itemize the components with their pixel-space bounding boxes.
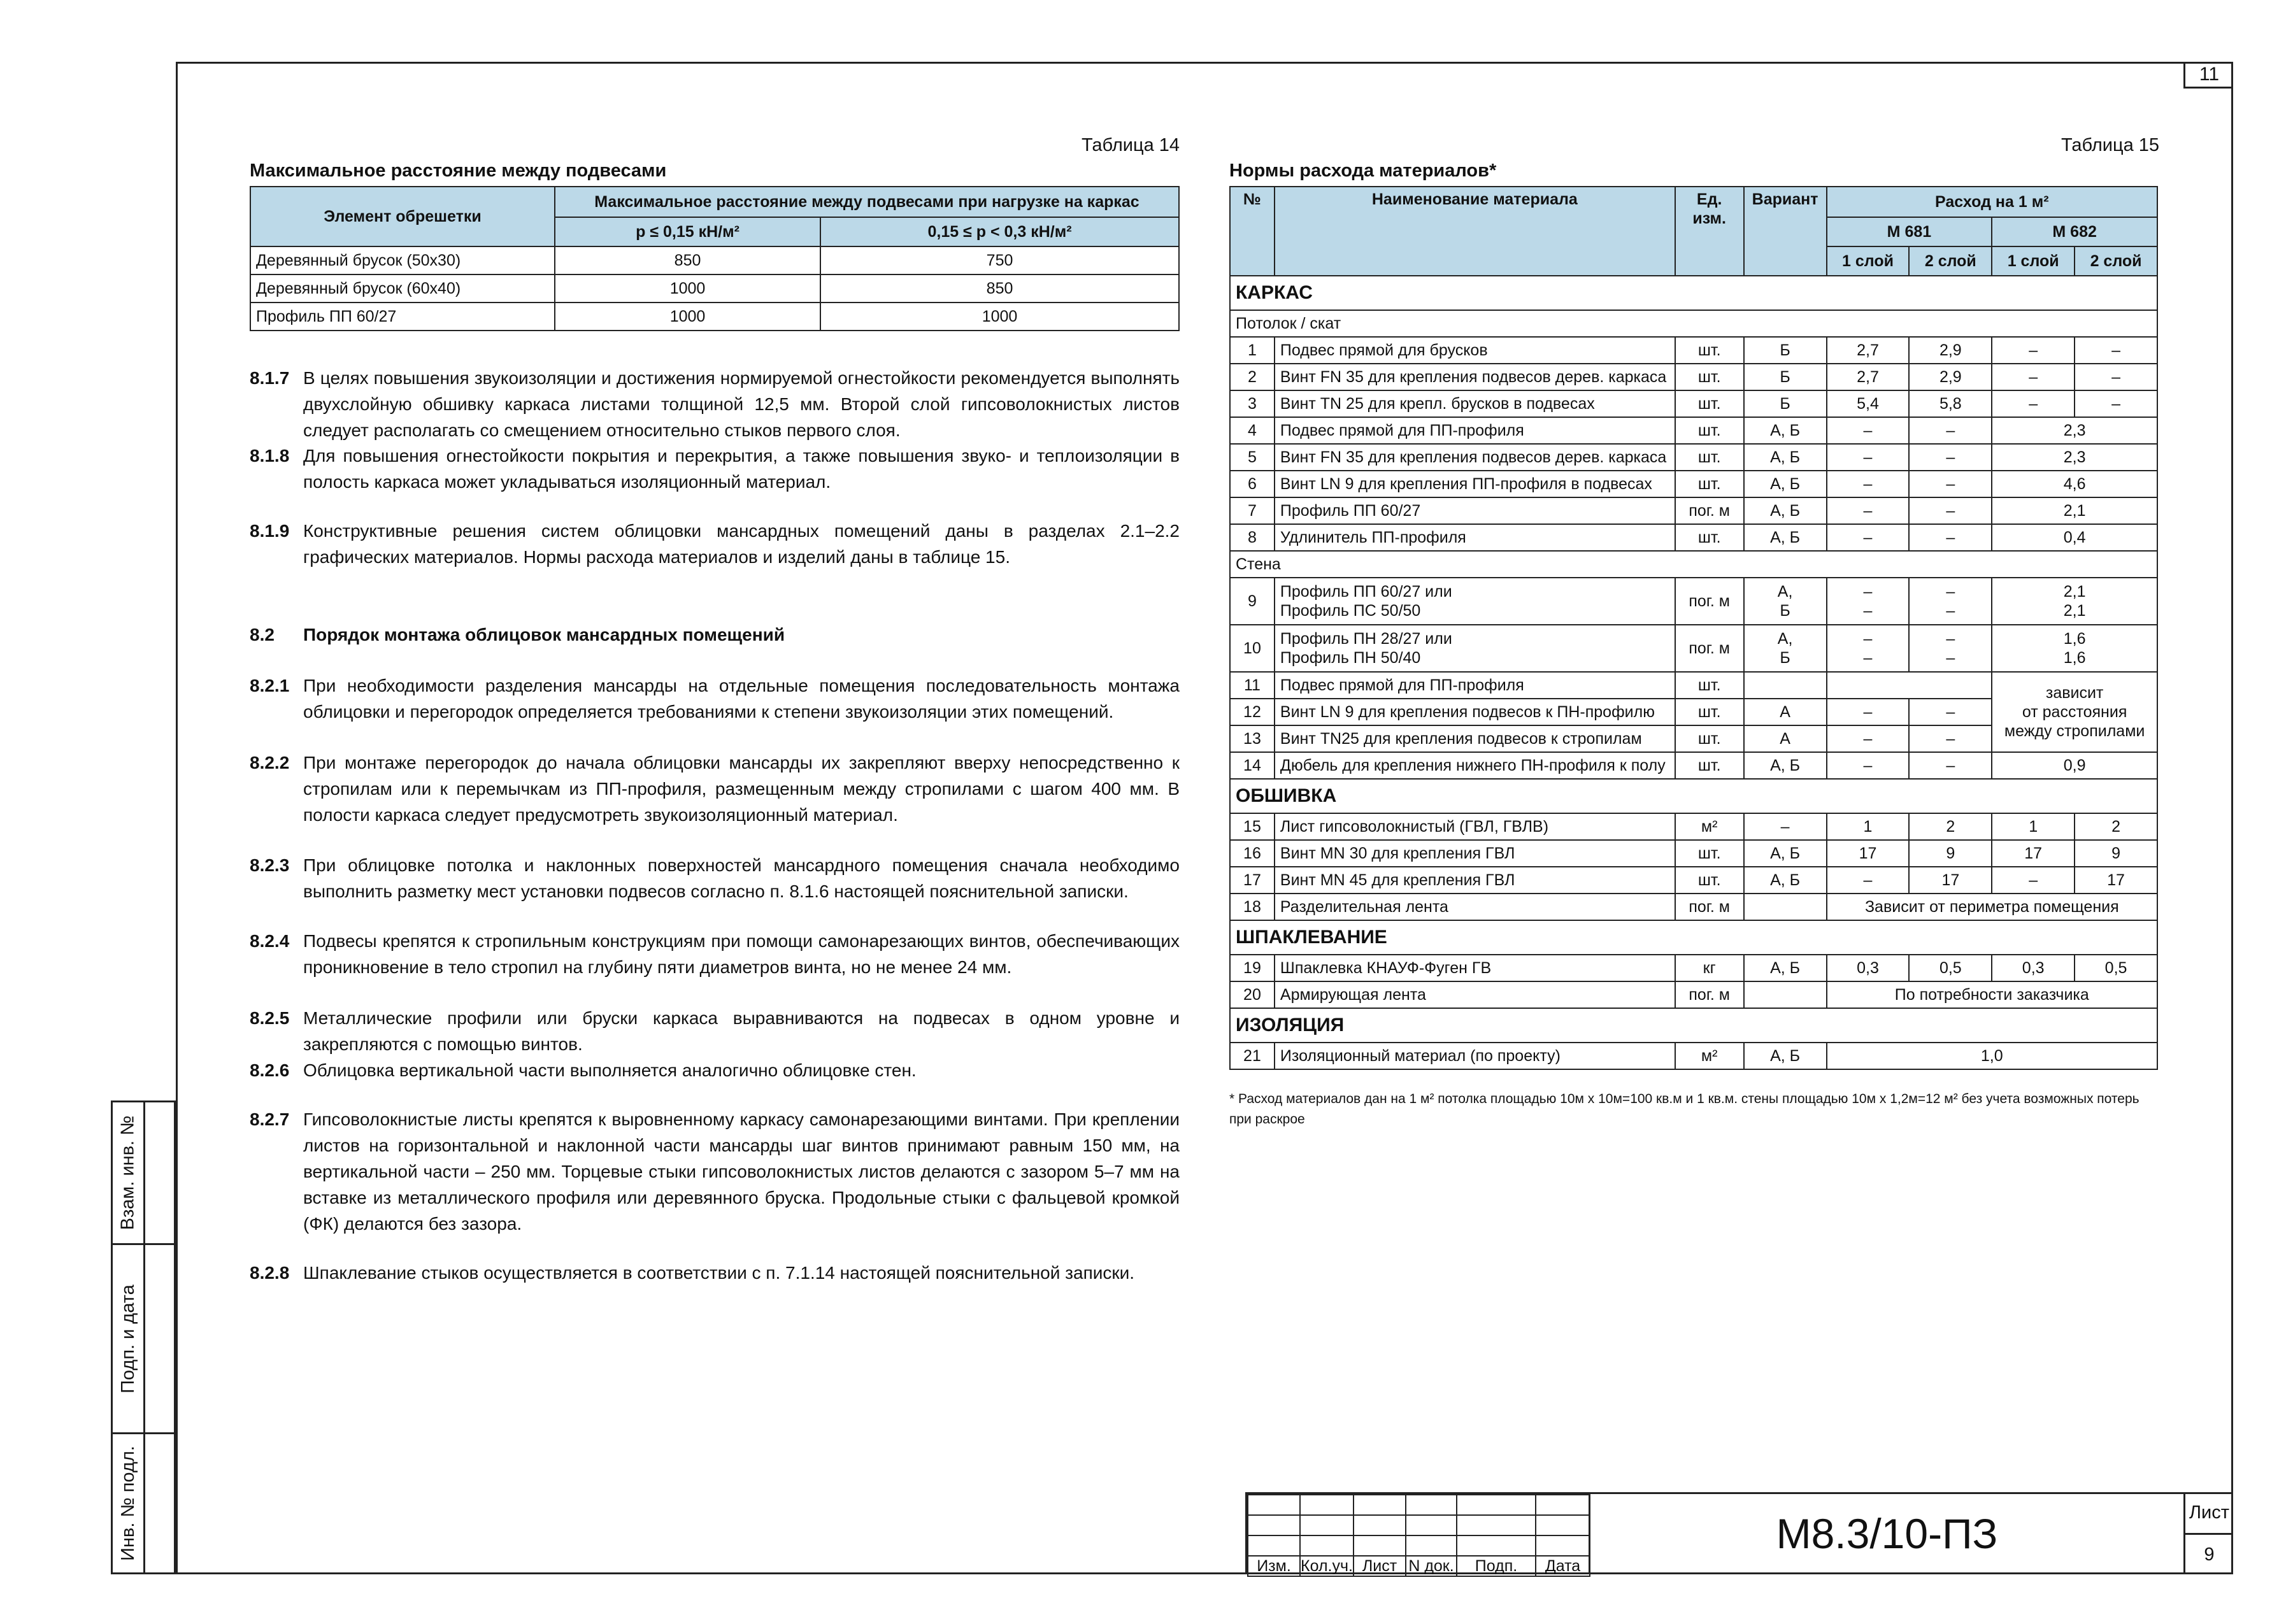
cell: А, Б: [1744, 497, 1827, 524]
cell: Деревянный брусок (50х30): [250, 246, 555, 274]
cell: шт.: [1675, 524, 1744, 551]
table15-head-layer2: 2 слой: [1909, 246, 1992, 276]
title-block-label: Кол.уч.: [1301, 1557, 1353, 1575]
cell: шт.: [1675, 840, 1744, 867]
cell: [1744, 672, 1827, 699]
cell: [1992, 625, 2157, 672]
paragraph-number: 8.2.2: [250, 753, 290, 773]
title-block-label: Дата: [1536, 1556, 1590, 1576]
paragraph-text: При облицовке потолка и наклонных поверхностей мансардного помещения сначала необходимо выполнить разметку мест установки подвесов согласно п. 8.1.6 настоящей пояснительной записки.: [303, 855, 1180, 901]
cell: –: [1827, 417, 1910, 444]
paragraph-text: Гипсоволокнистые листы крепятся к выровненному каркасу самонарезающими винтами. При креплении листов на горизонтальной и наклонной части мансарды шаг винтов принимают равным 150 мм, на вертикальной части – 250 мм. Торцевые стыки гипсоволокнистых листов делаются с зазором 5–7 мм на вставке из металлического профиля или деревянного бруска. Продольные стыки с фальцевой кромкой (ФК) делаются без зазора.: [303, 1109, 1180, 1234]
table15-title: Нормы расхода материалов*: [1229, 160, 1497, 181]
cell: Винт LN 9 для крепления подвесов к ПН-профилю: [1275, 699, 1675, 725]
paragraph-8-1-9: [250, 518, 1180, 570]
cell: 5: [1230, 444, 1275, 471]
paragraph-text: Шпаклевание стыков осуществляется в соответствии с п. 7.1.14 настоящей пояснительной записки.: [303, 1263, 1135, 1283]
cell: –: [1992, 337, 2075, 364]
cell: –: [1744, 813, 1827, 840]
cell-line: –: [1863, 649, 1873, 667]
paragraph-number: 8.2.4: [250, 931, 290, 951]
title-block-label: Изм.: [1248, 1556, 1300, 1576]
cell-line: А,: [1777, 583, 1793, 601]
cell: А, Б: [1744, 955, 1827, 981]
table-row: [1230, 752, 2157, 779]
cell: –: [1827, 444, 1910, 471]
cell: 2: [2075, 813, 2157, 840]
cell: 3: [1230, 390, 1275, 417]
cell: Подвес прямой для брусков: [1275, 337, 1675, 364]
cell: шт.: [1675, 390, 1744, 417]
cell: [1744, 625, 1827, 672]
paragraph-text: Облицовка вертикальной части выполняется аналогично облицовке стен.: [303, 1060, 917, 1080]
paragraph-number: 8.2: [250, 625, 275, 645]
subsection-potolok: Потолок / скат: [1230, 310, 2157, 337]
side-field-replacement: [111, 1100, 176, 1245]
cell: Винт LN 9 для крепления ПП-профиля в подвесах: [1275, 471, 1675, 497]
cell: 4,6: [1992, 471, 2157, 497]
side-label: Инв. № подл.: [117, 1446, 138, 1561]
cell-line: Профиль ПН 50/40: [1280, 649, 1421, 667]
section-heading-8-2: [250, 622, 1180, 648]
cell: шт.: [1675, 471, 1744, 497]
section-karkas: КАРКАС: [1230, 276, 2157, 310]
cell: Изоляционный материал (по проекту): [1275, 1043, 1675, 1069]
title-block-label: N док.: [1406, 1556, 1457, 1576]
cell: 17: [2075, 867, 2157, 894]
cell: 0,3: [1827, 955, 1910, 981]
paragraph-text: В целях повышения звукоизоляции и достижения нормируемой огнестойкости рекомендуется выполнять двухслойную обшивку каркаса листами толщиной 12,5 мм. Второй слой гипсоволокнистых листов следует располагать со смещением относительно стыков первого слоя.: [303, 368, 1180, 440]
cell: 5,4: [1827, 390, 1910, 417]
cell: 2,7: [1827, 364, 1910, 390]
cell: шт.: [1675, 417, 1744, 444]
cell: Подвес прямой для ПП-профиля: [1275, 672, 1675, 699]
title-block-label: Лист: [1354, 1556, 1406, 1576]
cell: пог. м: [1675, 625, 1744, 672]
cell: шт.: [1675, 444, 1744, 471]
cell: шт.: [1675, 337, 1744, 364]
cell: 14: [1230, 752, 1275, 779]
cell: [1744, 981, 1827, 1008]
cell: Винт TN25 для крепления подвесов к стропилам: [1275, 725, 1675, 752]
cell-line: –: [1946, 602, 1955, 620]
table15-footnote: * Расход материалов дан на 1 м² потолка площадью 10м х 10м=100 кв.м и 1 кв.м. стены площадью 10м х 1,2м=12 м² без учета возможных потерь при раскрое: [1229, 1092, 2139, 1127]
cell: –: [2075, 337, 2157, 364]
cell: кг: [1675, 955, 1744, 981]
table-row: [1230, 955, 2157, 981]
cell-line: 2,1: [2063, 583, 2086, 601]
table14-head-group: Максимальное расстояние между подвесами при нагрузке на каркас: [555, 187, 1179, 217]
cell: Б: [1744, 390, 1827, 417]
cell: 2,3: [1992, 417, 2157, 444]
cell: –: [1909, 699, 1992, 725]
paragraph-number: 8.2.5: [250, 1008, 290, 1028]
cell: Винт TN 25 для крепл. брусков в подвесах: [1275, 390, 1675, 417]
cell: А, Б: [1744, 471, 1827, 497]
cell-line: –: [1863, 583, 1873, 601]
cell: 1000: [555, 303, 820, 331]
paragraph-text: Металлические профили или бруски каркаса выравниваются на подвесах в одном уровне и закрепляются с помощью винтов.: [303, 1008, 1180, 1054]
cell: Подвес прямой для ПП-профиля: [1275, 417, 1675, 444]
cell: –: [1827, 725, 1910, 752]
cell-depends: [1992, 672, 2157, 752]
paragraph-8-2-1: [250, 673, 1180, 725]
subsection-stena: Стена: [1230, 551, 2157, 578]
table-row: [1230, 867, 2157, 894]
cell: Винт MN 30 для крепления ГВЛ: [1275, 840, 1675, 867]
cell: 13: [1230, 725, 1275, 752]
paragraph-8-1-7: [250, 365, 1180, 443]
cell: Зависит от периметра помещения: [1827, 894, 2157, 920]
cell-line: Б: [1780, 649, 1790, 667]
cell: –: [1827, 867, 1910, 894]
table14-head-element: Элемент обрешетки: [250, 187, 555, 246]
cell: 0,3: [1992, 955, 2075, 981]
cell: 2,1: [1992, 497, 2157, 524]
cell: 4: [1230, 417, 1275, 444]
cell-line: –: [1946, 649, 1955, 667]
cell: 2,7: [1827, 337, 1910, 364]
table15-head-name: Наименование материала: [1275, 187, 1675, 276]
cell: Лист гипсоволокнистый (ГВЛ, ГВЛВ): [1275, 813, 1675, 840]
side-label: Взам. инв. №: [117, 1115, 138, 1230]
cell: Дюбель для крепления нижнего ПН-профиля к полу: [1275, 752, 1675, 779]
cell-line: 1,6: [2063, 630, 2086, 648]
table-row: [1230, 390, 2157, 417]
cell-line: –: [1863, 630, 1873, 648]
side-field-inventory: [111, 1432, 176, 1574]
table-row: [1230, 364, 2157, 390]
cell: 7: [1230, 497, 1275, 524]
cell: 0,9: [1992, 752, 2157, 779]
paragraph-text: Для повышения огнестойкости покрытия и перекрытия, а также повышения звуко- и теплоизоляции в полость каркаса может укладываться изоляционный материал.: [303, 446, 1180, 492]
cell: 2: [1230, 364, 1275, 390]
cell: [1827, 578, 1910, 625]
cell: 1000: [555, 274, 820, 303]
side-label: Подп. и дата: [117, 1284, 138, 1393]
cell: 16: [1230, 840, 1275, 867]
table-row: [250, 303, 1179, 331]
cell-line: 1,6: [2063, 649, 2086, 667]
cell: 1: [1230, 337, 1275, 364]
paragraph-text: При необходимости разделения мансарды на отдельные помещения последовательность монтажа облицовки и перегородок определяется требованиями к степени звукоизоляции этих помещений.: [303, 676, 1180, 722]
cell: Б: [1744, 337, 1827, 364]
table14-head-sub2: 0,15 ≤ p < 0,3 кН/м²: [820, 217, 1179, 246]
paragraph-8-2-4: [250, 928, 1180, 980]
cell: [1827, 625, 1910, 672]
cell: 15: [1230, 813, 1275, 840]
cell: 17: [1827, 840, 1910, 867]
cell: Винт FN 35 для крепления подвесов дерев. каркаса: [1275, 444, 1675, 471]
cell: шт.: [1675, 725, 1744, 752]
cell: пог. м: [1675, 578, 1744, 625]
table-row: [1230, 625, 2157, 672]
table-row: [1230, 497, 2157, 524]
cell: –: [1909, 524, 1992, 551]
cell: м²: [1675, 813, 1744, 840]
table-row: [1230, 471, 2157, 497]
table15-head-unit: Ед. изм.: [1675, 187, 1744, 276]
cell: 0,5: [2075, 955, 2157, 981]
cell: 2,9: [1909, 337, 1992, 364]
sheet-number: 9: [2204, 1544, 2215, 1565]
cell: [1827, 672, 1992, 699]
cell: А, Б: [1744, 1043, 1827, 1069]
cell: шт.: [1675, 752, 1744, 779]
cell: 10: [1230, 625, 1275, 672]
cell: пог. м: [1675, 497, 1744, 524]
title-block-grid: [1247, 1494, 1590, 1577]
cell: –: [1827, 497, 1910, 524]
cell: А, Б: [1744, 417, 1827, 444]
cell: [1744, 578, 1827, 625]
cell: А: [1744, 699, 1827, 725]
cell: 17: [1992, 840, 2075, 867]
table15-head-layer1: 1 слой: [1827, 246, 1910, 276]
paragraph-text: Конструктивные решения систем облицовки мансардных помещений даны в разделах 2.1–2.2 графических материалов. Нормы расхода материалов и изделий даны в таблице 15.: [303, 521, 1180, 567]
table15-head-layer1: 1 слой: [1992, 246, 2075, 276]
table-row: [1230, 444, 2157, 471]
cell: Профиль ПП 60/27: [250, 303, 555, 331]
cell: шт.: [1675, 364, 1744, 390]
cell: 8: [1230, 524, 1275, 551]
table14: [250, 186, 1180, 331]
paragraph-number: 8.2.3: [250, 855, 290, 875]
cell: Винт FN 35 для крепления подвесов дерев. каркаса: [1275, 364, 1675, 390]
cell: 2: [1909, 813, 1992, 840]
cell: Шпаклевка КНАУФ-Фуген ГВ: [1275, 955, 1675, 981]
section-shpaklevanie: ШПАКЛЕВАНИЕ: [1230, 920, 2157, 955]
paragraph-8-2-6: [250, 1057, 1180, 1083]
cell: Б: [1744, 364, 1827, 390]
cell: Армирующая лента: [1275, 981, 1675, 1008]
cell: 2,9: [1909, 364, 1992, 390]
table15-head-variant: Вариант: [1744, 187, 1827, 276]
table-row: [1230, 813, 2157, 840]
top-page-number: 11: [2183, 62, 2233, 89]
cell: пог. м: [1675, 894, 1744, 920]
table-row: [1230, 417, 2157, 444]
table15-head-m681: М 681: [1827, 217, 1992, 246]
paragraph-8-2-5: [250, 1005, 1180, 1057]
cell: [1275, 625, 1675, 672]
section-obshivka: ОБШИВКА: [1230, 779, 2157, 813]
cell: –: [1909, 752, 1992, 779]
sheet-label: Лист: [2185, 1492, 2233, 1535]
cell: Профиль ПП 60/27: [1275, 497, 1675, 524]
table-row: [250, 274, 1179, 303]
sheet-box: [2183, 1492, 2233, 1574]
cell: 19: [1230, 955, 1275, 981]
cell: 0,5: [1909, 955, 1992, 981]
cell: 12: [1230, 699, 1275, 725]
cell: Деревянный брусок (60х40): [250, 274, 555, 303]
table14-caption: Таблица 14: [1082, 135, 1180, 155]
cell: 1,0: [1827, 1043, 2157, 1069]
paragraph-8-2-7: [250, 1106, 1180, 1237]
cell: 9: [2075, 840, 2157, 867]
cell: –: [1827, 699, 1910, 725]
cell: –: [1909, 417, 1992, 444]
cell-line: –: [1863, 602, 1873, 620]
cell-line: Профиль ПН 28/27 или: [1280, 630, 1452, 648]
cell: –: [1827, 752, 1910, 779]
table14-head-sub1: p ≤ 0,15 кН/м²: [555, 217, 820, 246]
cell: 750: [820, 246, 1179, 274]
paragraph-8-2-3: [250, 852, 1180, 904]
cell: 2,3: [1992, 444, 2157, 471]
cell: шт.: [1675, 699, 1744, 725]
cell: пог. м: [1675, 981, 1744, 1008]
paragraph-8-2-2: [250, 750, 1180, 828]
table-row: [250, 246, 1179, 274]
cell: [1744, 894, 1827, 920]
cell: 6: [1230, 471, 1275, 497]
cell: [1275, 578, 1675, 625]
table14-title: Максимальное расстояние между подвесами: [250, 160, 667, 181]
paragraph-8-1-8: [250, 443, 1180, 495]
table-row: [1230, 672, 2157, 699]
table15-head-num: №: [1230, 187, 1275, 276]
cell: 850: [555, 246, 820, 274]
cell: –: [2075, 364, 2157, 390]
paragraph-8-2-8: [250, 1260, 1180, 1286]
paragraph-number: 8.2.1: [250, 676, 290, 695]
cell-line: 2,1: [2063, 602, 2086, 620]
paragraph-number: 8.2.8: [250, 1263, 290, 1283]
cell: 18: [1230, 894, 1275, 920]
cell: –: [1992, 364, 2075, 390]
cell: 1: [1992, 813, 2075, 840]
cell-line: –: [1946, 583, 1955, 601]
cell: 1000: [820, 303, 1179, 331]
title-block-label: Подп.: [1457, 1556, 1536, 1576]
table15-head-group: Расход на 1 м²: [1827, 187, 2157, 217]
table15: [1229, 186, 2158, 1070]
cell: А: [1744, 725, 1827, 752]
cell: 17: [1909, 867, 1992, 894]
cell: –: [1909, 497, 1992, 524]
paragraph-text: Подвесы крепятся к стропильным конструкциям при помощи самонарезающих винтов, обеспечивающих проникновение в тело стропил на глубину пяти диаметров винта, но не менее 24 мм.: [303, 931, 1180, 977]
cell-line: –: [1946, 630, 1955, 648]
cell: –: [1909, 471, 1992, 497]
paragraph-number: 8.1.8: [250, 446, 290, 466]
cell: 850: [820, 274, 1179, 303]
paragraph-text: При монтаже перегородок до начала облицовки мансарды их закрепляют вверху непосредственно к стропилам или к перемычкам из ПП-профиля, размещенным между стропилами с шагом 400 мм. В полости каркаса следует предусмотреть звукоизоляционный материал.: [303, 753, 1180, 825]
cell: –: [1827, 524, 1910, 551]
section-title: Порядок монтажа облицовок мансардных помещений: [303, 625, 785, 645]
table-row: [1230, 840, 2157, 867]
cell: 9: [1909, 840, 1992, 867]
cell: [1909, 625, 1992, 672]
cell: А, Б: [1744, 524, 1827, 551]
cell: –: [1992, 390, 2075, 417]
cell: –: [1909, 725, 1992, 752]
cell: [1909, 578, 1992, 625]
table15-head-layer2: 2 слой: [2075, 246, 2157, 276]
cell: шт.: [1675, 672, 1744, 699]
cell: Винт MN 45 для крепления ГВЛ: [1275, 867, 1675, 894]
table-row: [1230, 524, 2157, 551]
cell: шт.: [1675, 867, 1744, 894]
table-row: [1230, 1043, 2157, 1069]
table-row: [1230, 337, 2157, 364]
cell: А, Б: [1744, 444, 1827, 471]
cell: Разделительная лента: [1275, 894, 1675, 920]
cell: 1: [1827, 813, 1910, 840]
cell: 17: [1230, 867, 1275, 894]
table15-caption: Таблица 15: [2061, 135, 2160, 155]
side-field-signature: [111, 1243, 176, 1434]
cell: –: [1827, 471, 1910, 497]
cell: [1992, 578, 2157, 625]
table15-head-m682: М 682: [1992, 217, 2157, 246]
paragraph-number: 8.1.9: [250, 521, 290, 541]
cell-line: от расстояния: [2022, 703, 2127, 721]
cell: А, Б: [1744, 867, 1827, 894]
cell: Удлинитель ПП-профиля: [1275, 524, 1675, 551]
paragraph-number: 8.2.6: [250, 1060, 290, 1080]
cell: 9: [1230, 578, 1275, 625]
cell-line: зависит: [2045, 684, 2104, 702]
cell-line: Профиль ПС 50/50: [1280, 602, 1421, 620]
cell: 20: [1230, 981, 1275, 1008]
cell: А, Б: [1744, 840, 1827, 867]
cell-line: Профиль ПП 60/27 или: [1280, 583, 1452, 601]
table-row: [1230, 894, 2157, 920]
cell-line: Б: [1780, 602, 1790, 620]
paragraph-number: 8.2.7: [250, 1109, 290, 1129]
paragraph-number: 8.1.7: [250, 368, 290, 388]
cell: м²: [1675, 1043, 1744, 1069]
cell: А, Б: [1744, 752, 1827, 779]
cell: 5,8: [1909, 390, 1992, 417]
cell: 0,4: [1992, 524, 2157, 551]
cell: –: [1992, 867, 2075, 894]
section-izolyaciya: ИЗОЛЯЦИЯ: [1230, 1008, 2157, 1043]
cell-line: между стропилами: [2004, 722, 2145, 740]
cell: –: [1909, 444, 1992, 471]
cell: 11: [1230, 672, 1275, 699]
table-row: [1230, 578, 2157, 625]
cell: 21: [1230, 1043, 1275, 1069]
cell-line: А,: [1777, 630, 1793, 648]
table-row: [1230, 981, 2157, 1008]
cell: По потребности заказчика: [1827, 981, 2157, 1008]
cell: –: [2075, 390, 2157, 417]
document-code: М8.3/10-ПЗ: [1589, 1492, 2183, 1574]
